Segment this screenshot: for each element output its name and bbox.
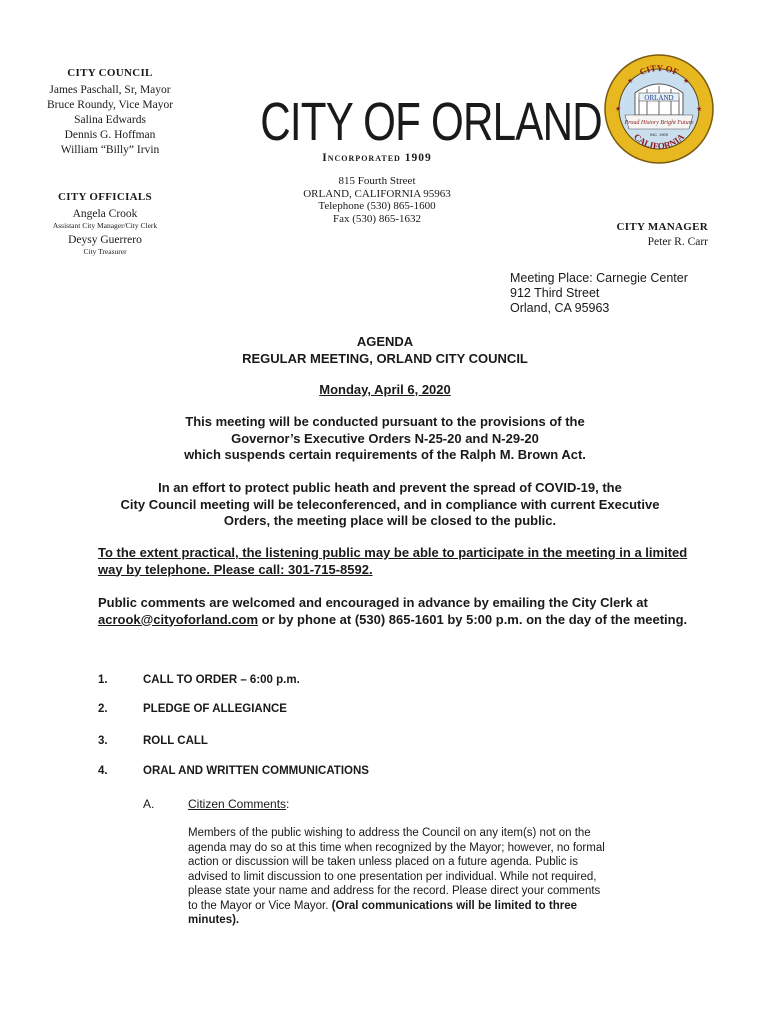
official-name: Deysy Guerrero bbox=[68, 234, 142, 246]
paragraph-line: which suspends certain requirements of the Ralph M. Brown Act. bbox=[184, 447, 586, 462]
paragraph-line: Governor’s Executive Orders N-25-20 and N-29-20 bbox=[231, 430, 539, 446]
agenda-item-label: ORAL AND WRITTEN COMMUNICATIONS bbox=[143, 765, 369, 777]
citizen-comments-body bbox=[188, 826, 613, 928]
official-title: City Treasurer bbox=[83, 247, 127, 256]
paragraph-text: or by phone at (530) 865-1601 by 5:00 p.m. on the day of the meeting. bbox=[258, 611, 688, 627]
meeting-place-line: Meeting Place: Carnegie Center bbox=[510, 271, 688, 285]
sub-item-letter: A. bbox=[143, 797, 155, 811]
seal-top-text: CITY OF bbox=[638, 62, 681, 78]
city-manager-block bbox=[598, 220, 708, 250]
agenda-item-number: 4. bbox=[98, 765, 108, 777]
covid-paragraph bbox=[80, 480, 700, 530]
agenda-title: AGENDA bbox=[356, 334, 414, 349]
agenda-item bbox=[98, 674, 300, 686]
comments-time-limit: (Oral communications will be limited to three minutes). bbox=[188, 899, 577, 926]
official-title: Assistant City Manager/City Clerk bbox=[52, 221, 158, 230]
meeting-date-text: Monday, April 6, 2020 bbox=[319, 382, 451, 397]
agenda-item-label: ROLL CALL bbox=[143, 735, 208, 747]
agenda-item bbox=[98, 765, 369, 777]
council-member: James Paschall, Sr, Mayor bbox=[49, 84, 171, 96]
paragraph-line: In an effort to protect public heath and prevent the spread of COVID-19, the bbox=[158, 480, 622, 495]
address-line: Fax (530) 865-1632 bbox=[333, 212, 421, 225]
agenda-item-label: CALL TO ORDER – 6:00 p.m. bbox=[143, 674, 300, 686]
agenda-item-number: 3. bbox=[98, 735, 108, 747]
seal-bottom-text: CALIFORNIA bbox=[631, 131, 687, 152]
meeting-place-line: Orland, CA 95963 bbox=[510, 301, 610, 315]
city-title: CITY OF ORLAND bbox=[260, 92, 602, 152]
address-line: ORLAND, CALIFORNIA 95963 bbox=[303, 187, 451, 200]
address-line: Telephone (530) 865-1600 bbox=[318, 200, 436, 212]
svg-text:★: ★ bbox=[627, 77, 634, 85]
seal-motto: Proud History Bright Future bbox=[624, 120, 694, 126]
city-council-block bbox=[40, 66, 180, 158]
incorporated-text: Incorporated 1909 bbox=[322, 152, 432, 164]
council-member: Bruce Roundy, Vice Mayor bbox=[46, 99, 174, 111]
agenda-item-number: 2. bbox=[98, 703, 108, 715]
agenda-subtitle: REGULAR MEETING, ORLAND CITY COUNCIL bbox=[242, 351, 528, 366]
official-name: Angela Crook bbox=[72, 208, 138, 220]
address-line: 815 Fourth Street bbox=[338, 175, 416, 187]
city-manager-heading: CITY MANAGER bbox=[616, 221, 708, 233]
agenda-heading bbox=[60, 333, 710, 367]
svg-text:★: ★ bbox=[683, 77, 690, 85]
paragraph-text: Public comments are welcomed and encouraged in advance by emailing the City Clerk at bbox=[98, 595, 648, 610]
city-officials-heading: CITY OFFICIALS bbox=[58, 191, 152, 203]
paragraph-line: This meeting will be conducted pursuant to the provisions of the bbox=[185, 414, 585, 429]
meeting-date bbox=[60, 382, 710, 397]
agenda-item-label: PLEDGE OF ALLEGIANCE bbox=[143, 703, 287, 715]
city-officials-block bbox=[20, 191, 190, 257]
seal-inc: INC. 1909 bbox=[649, 132, 669, 137]
council-member: William “Billy” Irvin bbox=[60, 144, 160, 156]
executive-orders-paragraph bbox=[60, 414, 710, 464]
city-manager-name: Peter R. Carr bbox=[647, 236, 708, 248]
city-address bbox=[262, 175, 492, 225]
meeting-place bbox=[510, 271, 688, 316]
comments-text: Members of the public wishing to address the Council on any item(s) not on the agenda may do so at this time when recognized by the Mayor; however, no formal action or discussion will be taken unless placed on a future agenda. Public is advised to limit discussion to one presentation per individual. While not required, please state your name and address for the record. Please direct your comments to the Mayor or Vice Mayor. bbox=[188, 827, 605, 912]
meeting-place-line: 912 Third Street bbox=[510, 286, 600, 300]
seal-center-text: ORLAND bbox=[644, 94, 674, 102]
city-council-heading: CITY COUNCIL bbox=[67, 67, 153, 79]
telephone-paragraph: To the extent practical, the listening public may be able to participate in the meeting in a limited way by telephone. Please call: 301-715-8592. bbox=[98, 545, 688, 577]
council-member: Dennis G. Hoffman bbox=[64, 129, 156, 141]
svg-text:★: ★ bbox=[615, 105, 622, 113]
agenda-item bbox=[98, 703, 287, 715]
paragraph-line: City Council meeting will be teleconferenced, and in compliance with current Executive bbox=[120, 496, 660, 512]
city-seal-icon bbox=[603, 53, 715, 165]
clerk-email-link[interactable]: acrook@cityoforland.com bbox=[98, 611, 259, 627]
public-comments-paragraph bbox=[98, 595, 698, 628]
sub-item-colon: : bbox=[286, 797, 290, 811]
svg-text:★: ★ bbox=[696, 105, 703, 113]
letterhead-title bbox=[212, 92, 602, 152]
paragraph-line: Orders, the meeting place will be closed to the public. bbox=[223, 513, 557, 528]
sub-item-citizen-comments bbox=[143, 797, 289, 811]
city-seal bbox=[603, 53, 715, 165]
council-member: Salina Edwards bbox=[74, 114, 146, 126]
agenda-item bbox=[98, 735, 208, 747]
agenda-item-number: 1. bbox=[98, 674, 108, 686]
incorporated-line bbox=[212, 152, 542, 164]
sub-item-label: Citizen Comments bbox=[188, 797, 287, 811]
